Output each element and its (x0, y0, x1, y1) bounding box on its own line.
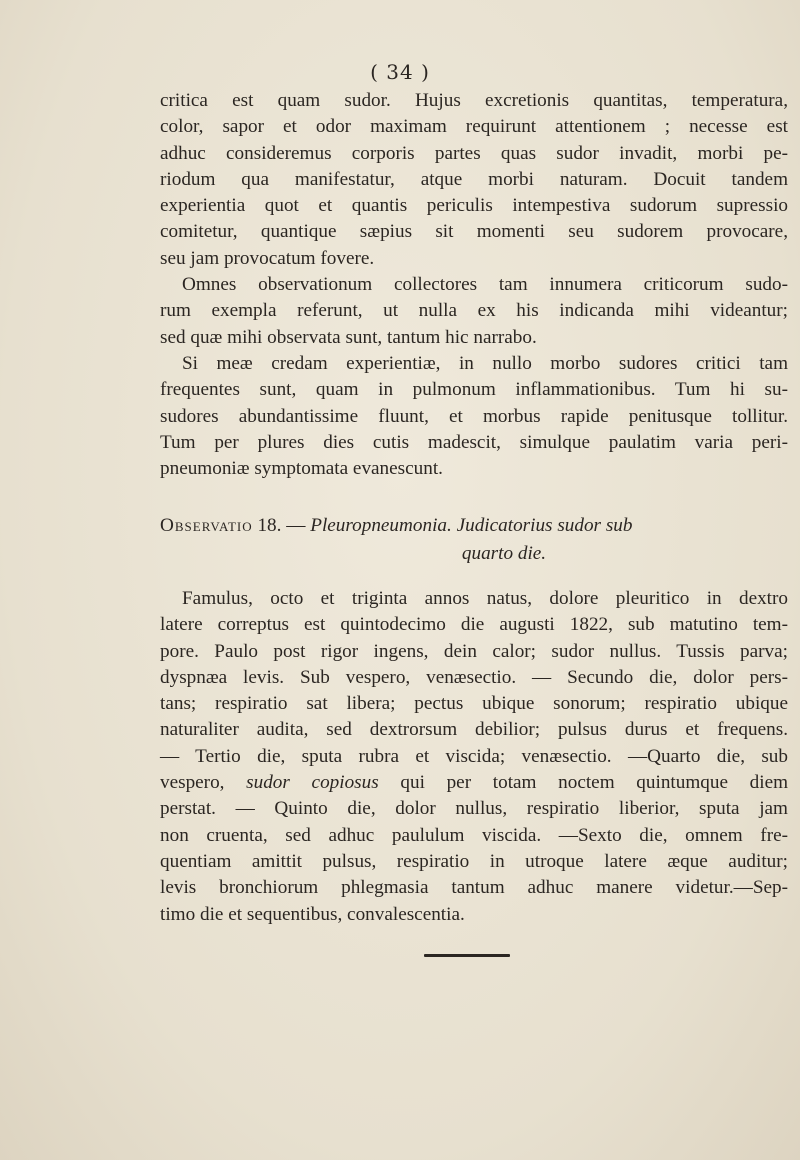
text-line: Famulus, octo et triginta annos natus, dolore pleuritico in dextro (182, 588, 788, 609)
text-line: non cruenta, sed adhuc paululum viscida. —Sexto die, omnem fre- (160, 824, 788, 846)
italic-phrase: sudor copiosus (246, 772, 379, 794)
text-line: seu jam provocatum fovere. (160, 247, 375, 269)
end-rule (424, 954, 510, 957)
text-line: sed quæ mihi observata sunt, tantum hic narrabo. (160, 326, 537, 348)
observation-label: Observatio (160, 515, 253, 536)
observation-title-line2: quarto die. (461, 543, 547, 564)
text-line: rum exempla referunt, ut nulla ex his indicanda mihi videantur; (160, 300, 788, 322)
text-line: riodum qua manifestatur, atque morbi naturam. Docuit tandem (160, 168, 788, 190)
observation-heading (160, 512, 788, 568)
text-line: perstat. — Quinto die, dolor nullus, respiratio liberior, sputa jam (160, 798, 788, 820)
text-line: timo die et sequentibus, convalescentia. (160, 903, 465, 925)
text-fragment: vespero, (160, 772, 247, 794)
text-line: — Tertio die, sputa rubra et viscida; venæsectio. —Quarto die, sub (160, 745, 788, 767)
text-line: comitetur, quantique sæpius sit momenti seu sudorem provocare, (160, 221, 788, 243)
text-line: quentiam amittit pulsus, respiratio in utroque latere æque auditur; (160, 850, 788, 872)
page-number: ( 34 ) (370, 60, 430, 84)
text-line: naturaliter audita, sed dextrorsum debilior; pulsus durus et frequens. (160, 719, 788, 741)
text-line: pore. Paulo post rigor ingens, dein calor; sudor nullus. Tussis parva; (160, 640, 788, 662)
text-line: sudores abundantissime fluunt, et morbus rapide penitusque tollitur. (160, 405, 788, 427)
observation-number: 18. — (257, 515, 306, 536)
text-line: pneumoniæ symptomata evanescunt. (160, 458, 443, 480)
text-line: latere correptus est quintodecimo die augusti 1822, sub matutino tem- (160, 614, 788, 636)
text-line (160, 770, 788, 796)
text-line: Tum per plures dies cutis madescit, simulque paulatim varia peri- (160, 431, 788, 453)
text-line: color, sapor et odor maximam requirunt attentionem ; necesse est (160, 116, 788, 138)
text-line: dyspnæa levis. Sub vespero, venæsectio. — Secundo die, dolor pers- (160, 666, 788, 688)
text-line: frequentes sunt, quam in pulmonum inflammationibus. Tum hi su- (160, 379, 788, 401)
text-line: experientia quot et quantis periculis intempestiva sudorum supressio (160, 195, 788, 217)
text-line: Si meæ credam experientiæ, in nullo morbo sudores critici tam (182, 352, 788, 374)
text-fragment: qui per totam noctem quintumque diem (378, 772, 789, 794)
body-text-observation (160, 586, 788, 928)
text-line: Omnes observationum collectores tam innumera criticorum sudo- (182, 274, 788, 296)
text-line: levis bronchiorum phlegmasia tantum adhuc manere videtur.—Sep- (160, 877, 788, 899)
body-text-top (160, 88, 788, 482)
text-line: tans; respiratio sat libera; pectus ubique sonorum; respiratio ubique (160, 693, 788, 715)
observation-title: Pleuropneumonia. Judicatorius sudor sub (310, 515, 633, 536)
text-line: critica est quam sudor. Hujus excretionis quantitas, temperatura, (160, 90, 788, 111)
text-line: adhuc consideremus corporis partes quas sudor invadit, morbi pe- (160, 142, 788, 164)
